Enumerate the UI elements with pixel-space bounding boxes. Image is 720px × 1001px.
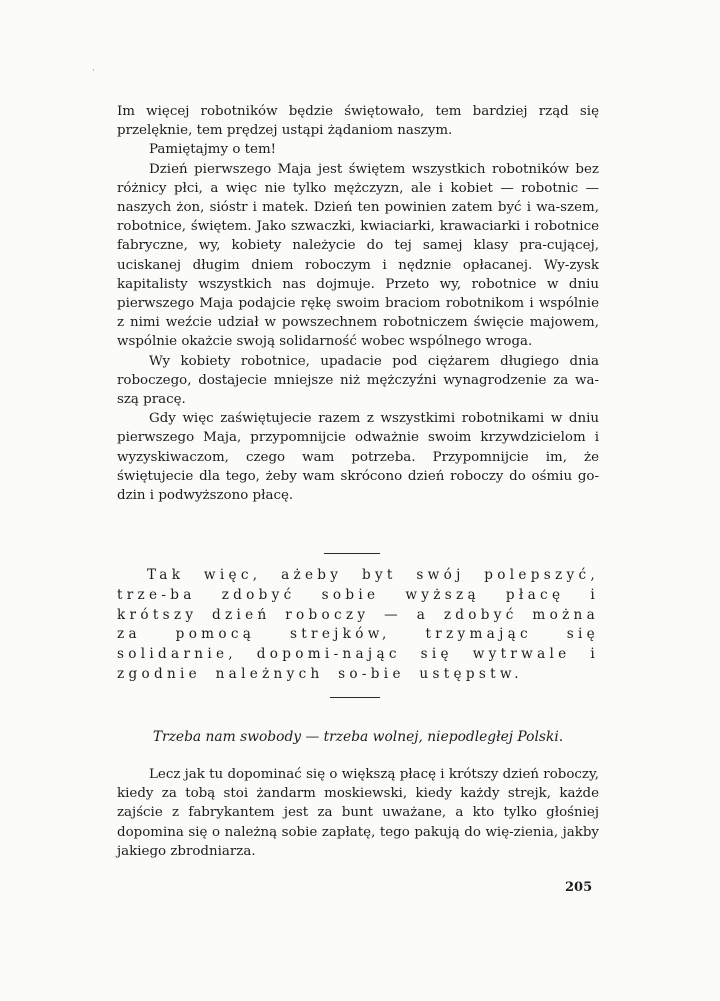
spaced-emphasis-paragraph: Tak więc, ażeby byt swój polepszyć, trze-ba zdobyć sobie wyższą płacę i krótszy dzień roboczy — a zdobyć można za pomocą strejków, trzymając się solidarnie, dopomi-nając się wytrwale i zgodnie należnych so-bie ustępstw.: [117, 567, 599, 682]
closing-text-block: [117, 765, 599, 861]
paragraph-last: Lecz jak tu dopominać się o większą płacę i krótszy dzień roboczy, kiedy za tobą stoi żandarm moskiewski, kiedy każdy strejk, każde zajście z fabrykantem jest za bunt uważane, a kto tylko głośniej dopomina się o należną sobie zapłatę, tego pakują do wię-zienia, jakby jakiego zbrodniarza.: [117, 767, 599, 859]
slogan-line: Trzeba nam swobody — trzeba wolnej, niepodległej Polski.: [152, 729, 564, 745]
paragraph-4: Wy kobiety robotnice, upadacie pod ciężarem długiego dnia roboczego, dostajecie mniejsze niż mężczyźni wynagrodzenie za wa-szą pracę.: [117, 353, 599, 408]
section-divider: [324, 553, 380, 554]
page-number: 205: [565, 880, 593, 895]
paragraph-3: Dzień pierwszego Maja jest świętem wszystkich robotników bez różnicy płci, a więc nie tylko mężczyzn, ale i kobiet — robotnic — naszych żon, sióstr i matek. Dzień ten powinien zatem być i wa-szem, robotnice, świętem. Jako szwaczki, kwiaciarki, krawaciarki i robotnice fabryczne, wy, kobiety należycie do tej samej klasy pra-cującej, uciskanej długim dniem roboczym i nędznie opłacanej. Wy-zysk kapitalisty wszystkich nas dojmuje. Przeto wy, robotnice w dniu pierwszego Maja podajcie rękę swoim braciom robotnikom i wspólnie z nimi weźcie udział w powszechnem robotniczem święcie majowem, wspólnie okażcie swoją solidarność wobec wspólnego wroga.: [117, 161, 599, 350]
paragraph-1: Im więcej robotników będzie świętowało, tem bardziej rząd się przelęknie, tem prędzej ustąpi żądaniom naszym.: [117, 104, 599, 139]
paragraph-2: Pamiętajmy o tem!: [149, 142, 277, 158]
section-divider: [330, 697, 380, 698]
main-text-block: [117, 102, 599, 505]
margin-mark: ·: [92, 66, 95, 76]
paragraph-5: Gdy więc zaświętujecie razem z wszystkimi robotnikami w dniu pierwszego Maja, przypomnijcie odważnie swoim krzywdzicielom i wyzyskiwaczom, czego wam potrzeba. Przypomnijcie im, że świętujecie dla tego, żeby wam skrócono dzień roboczy do ośmiu go-dzin i podwyższono płacę.: [117, 411, 599, 504]
